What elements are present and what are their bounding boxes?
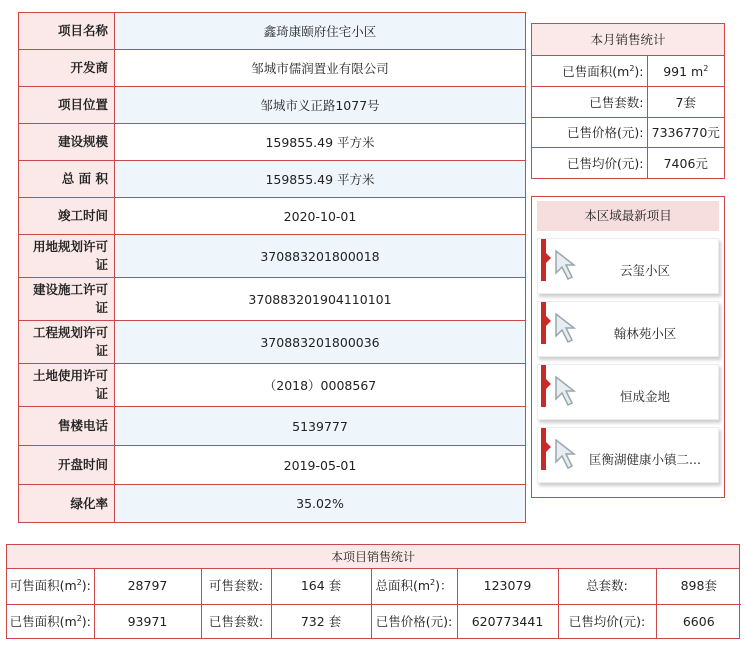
sold-area-label: 已售面积$(m^2)$: [7, 604, 94, 639]
area-project-name[interactable]: 恒成金地 [619, 389, 670, 404]
info-row [19, 278, 526, 321]
area-project-name[interactable]: 云玺小区 [619, 263, 670, 278]
info-row [19, 446, 526, 485]
avail-area-label: 可售面积$(m^2)$: [7, 569, 94, 604]
cursor-arrow-icon [552, 247, 580, 283]
info-label: 竣工时间 [19, 198, 115, 235]
sold-area-label: 已售面积$(m^2)$: [532, 56, 647, 87]
info-label: 项目名称 [19, 13, 115, 50]
info-value: （2018）0008567 [115, 364, 526, 407]
info-row [19, 13, 526, 50]
info-label: 工程规划许可证 [19, 321, 115, 364]
info-row [19, 161, 526, 198]
total-area-label: 总面积$(m^2)$： [371, 569, 457, 604]
info-value: 邹城市义正路1077号 [115, 87, 526, 124]
info-label: 总 面 积 [19, 161, 115, 198]
info-label: 建设规模 [19, 124, 115, 161]
sold-units-value: 7套 [647, 87, 724, 118]
sold-units-label: 已售套数: [532, 87, 647, 118]
red-marker-icon [541, 239, 546, 281]
sold-price-value: 620773441 [457, 604, 558, 639]
info-row [19, 321, 526, 364]
avail-units-value: 164 套 [271, 569, 371, 604]
area-project-item[interactable] [537, 238, 719, 294]
area-project-name[interactable]: 翰林苑小区 [613, 326, 677, 341]
red-marker-icon [541, 302, 546, 344]
total-area-value: 123079 [457, 569, 558, 604]
avail-units-label: 可售套数: [201, 569, 271, 604]
monthly-sales-title: 本月销售统计 [532, 24, 724, 56]
project-sales-panel [6, 544, 740, 639]
info-label: 绿化率 [19, 485, 115, 523]
info-label: 开盘时间 [19, 446, 115, 485]
sold-units-label: 已售套数: [201, 604, 271, 639]
avail-area-value: 28797 [94, 569, 201, 604]
area-project-item[interactable] [537, 427, 719, 483]
info-value: 2020-10-01 [115, 198, 526, 235]
info-label: 售楼电话 [19, 407, 115, 446]
info-row [19, 485, 526, 523]
info-label: 土地使用许可证 [19, 364, 115, 407]
total-units-label: 总套数: [558, 569, 656, 604]
sold-avg-value: 7406元 [647, 148, 724, 179]
info-row [19, 50, 526, 87]
total-units-value: 898套 [680, 578, 717, 594]
area-project-name[interactable]: 匡衡湖健康小镇二... [589, 452, 701, 467]
info-value: 159855.49 平方米 [115, 124, 526, 161]
sold-avg-label: 已售均价(元): [558, 604, 656, 639]
info-value: 邹城市儒润置业有限公司 [115, 50, 526, 87]
monthly-sales-panel [531, 23, 725, 179]
info-label: 开发商 [19, 50, 115, 87]
red-marker-icon [541, 428, 546, 470]
area-projects-title: 本区域最新项目 [537, 201, 719, 231]
info-value: 159855.49 平方米 [115, 161, 526, 198]
sold-avg-value: 6606 [656, 604, 741, 639]
info-label: 项目位置 [19, 87, 115, 124]
info-value: 2019-05-01 [115, 446, 526, 485]
project-sales-table [7, 569, 741, 639]
sold-price-label: 已售价格(元): [371, 604, 457, 639]
cursor-arrow-icon [552, 310, 580, 346]
sold-price-value: 7336770元 [647, 117, 724, 148]
sold-area-value: 93971 [94, 604, 201, 639]
sold-area-value: 991 $m^2$ [663, 63, 709, 79]
area-projects-panel [531, 196, 725, 498]
info-value: 5139777 [115, 407, 526, 446]
project-sales-title: 本项目销售统计 [7, 545, 739, 569]
info-label: 用地规划许可证 [19, 235, 115, 278]
area-project-item[interactable] [537, 364, 719, 420]
info-row [19, 364, 526, 407]
sold-price-label: 已售价格(元): [532, 117, 647, 148]
info-value: 35.02% [115, 485, 526, 523]
sold-avg-label: 已售均价(元): [532, 148, 647, 179]
info-value: 370883201904110101 [115, 278, 526, 321]
info-value: 370883201800018 [115, 235, 526, 278]
info-row [19, 235, 526, 278]
info-label: 建设施工许可证 [19, 278, 115, 321]
info-value: 鑫琦康颐府住宅小区 [115, 13, 526, 50]
info-row [19, 407, 526, 446]
cursor-arrow-icon [552, 373, 580, 409]
info-row [19, 124, 526, 161]
info-row [19, 87, 526, 124]
area-project-item[interactable] [537, 301, 719, 357]
red-marker-icon [541, 365, 546, 407]
info-row [19, 198, 526, 235]
project-info-table [18, 12, 526, 523]
sold-units-value: 732 套 [271, 604, 371, 639]
info-value: 370883201800036 [115, 321, 526, 364]
cursor-arrow-icon [552, 436, 580, 472]
monthly-sales-table [532, 56, 724, 178]
